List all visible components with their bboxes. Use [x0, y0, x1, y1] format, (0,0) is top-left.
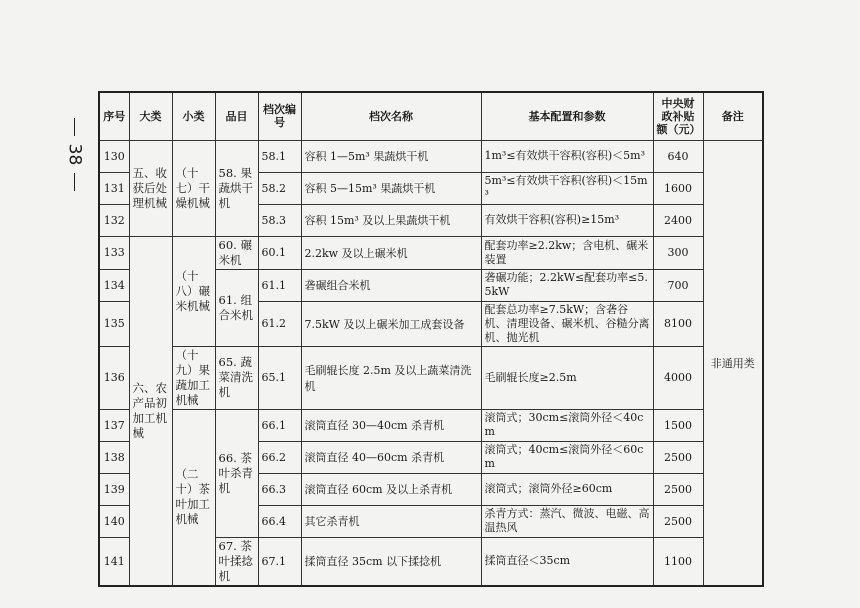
- grade-name-cell: 滚筒直径 30—40cm 杀青机: [301, 409, 481, 441]
- grade-name-cell: 容积 5—15m³ 果蔬烘干机: [301, 172, 481, 204]
- seq-cell: 130: [99, 140, 129, 172]
- grade-name-cell: 砻碾组合米机: [301, 269, 481, 301]
- grade-code-cell: 58.2: [258, 172, 301, 204]
- config-cell: 有效烘干容积(容积)≥15m³: [481, 204, 653, 236]
- header-row: [99, 92, 763, 140]
- header-seq: 序号: [99, 92, 129, 140]
- grade-code-cell: 65.1: [258, 346, 301, 409]
- seq-cell: 132: [99, 204, 129, 236]
- category-cell: 六、农产品初加工机械: [129, 236, 172, 586]
- grade-name-cell: 滚筒直径 40—60cm 杀青机: [301, 441, 481, 473]
- grade-code-cell: 58.3: [258, 204, 301, 236]
- subsidy-cell: 700: [653, 269, 703, 301]
- grade-code-cell: 61.2: [258, 301, 301, 346]
- seq-cell: 133: [99, 236, 129, 269]
- page-number: 38: [62, 118, 86, 191]
- subsidy-cell: 2500: [653, 473, 703, 505]
- config-cell: 1m³≤有效烘干容积(容积)＜5m³: [481, 140, 653, 172]
- subsidy-cell: 1600: [653, 172, 703, 204]
- seq-cell: 141: [99, 537, 129, 586]
- category-cell: 五、收获后处理机械: [129, 140, 172, 236]
- seq-cell: 140: [99, 505, 129, 537]
- subsidy-cell: 1500: [653, 409, 703, 441]
- item-cell: 58. 果蔬烘干机: [215, 140, 258, 236]
- table-row: [99, 236, 763, 269]
- config-cell: 滚筒式；40cm≤滚筒外径＜60cm: [481, 441, 653, 473]
- config-cell: 滚筒式；30cm≤滚筒外径＜40cm: [481, 409, 653, 441]
- subsidy-table: [98, 91, 764, 587]
- seq-cell: 136: [99, 346, 129, 409]
- subsidy-cell: 8100: [653, 301, 703, 346]
- item-cell: 60. 碾米机: [215, 236, 258, 269]
- seq-cell: 137: [99, 409, 129, 441]
- grade-name-cell: 容积 15m³ 及以上果蔬烘干机: [301, 204, 481, 236]
- header-category: 大类: [129, 92, 172, 140]
- config-cell: 5m³≤有效烘干容积(容积)＜15m³: [481, 172, 653, 204]
- header-remark: 备注: [703, 92, 763, 140]
- subcategory-cell: （二十）茶叶加工机械: [172, 409, 215, 586]
- grade-code-cell: 61.1: [258, 269, 301, 301]
- config-cell: 配套总功率≥7.5kW；含砻谷机、清理设备、碾米机、谷糙分离机、抛光机: [481, 301, 653, 346]
- grade-code-cell: 58.1: [258, 140, 301, 172]
- remark-cell: 非通用类: [703, 140, 763, 586]
- grade-code-cell: 67.1: [258, 537, 301, 586]
- grade-name-cell: 毛刷辊长度 2.5m 及以上蔬菜清洗机: [301, 346, 481, 409]
- seq-cell: 139: [99, 473, 129, 505]
- header-subsidy: 中央财政补贴额（元）: [653, 92, 703, 140]
- config-cell: 滚筒式；滚筒外径≥60cm: [481, 473, 653, 505]
- grade-name-cell: 滚筒直径 60cm 及以上杀青机: [301, 473, 481, 505]
- header-subcategory: 小类: [172, 92, 215, 140]
- subsidy-cell: 1100: [653, 537, 703, 586]
- table-row: [99, 346, 763, 409]
- grade-code-cell: 66.3: [258, 473, 301, 505]
- seq-cell: 134: [99, 269, 129, 301]
- seq-cell: 131: [99, 172, 129, 204]
- header-grade-name: 档次名称: [301, 92, 481, 140]
- header-item: 品目: [215, 92, 258, 140]
- subsidy-cell: 2400: [653, 204, 703, 236]
- item-cell: 67. 茶叶揉捻机: [215, 537, 258, 586]
- grade-code-cell: 66.4: [258, 505, 301, 537]
- item-cell: 65. 蔬菜清洗机: [215, 346, 258, 409]
- config-cell: 砻碾功能；2.2kW≤配套功率≤5.5kW: [481, 269, 653, 301]
- table-row: [99, 409, 763, 441]
- grade-name-cell: 2.2kw 及以上碾米机: [301, 236, 481, 269]
- grade-code-cell: 66.1: [258, 409, 301, 441]
- grade-name-cell: 容积 1—5m³ 果蔬烘干机: [301, 140, 481, 172]
- config-cell: 杀青方式：蒸汽、微波、电磁、高温热风: [481, 505, 653, 537]
- subsidy-cell: 300: [653, 236, 703, 269]
- config-cell: 揉筒直径＜35cm: [481, 537, 653, 586]
- grade-code-cell: 66.2: [258, 441, 301, 473]
- subcategory-cell: （十八）碾米机械: [172, 236, 215, 346]
- seq-cell: 135: [99, 301, 129, 346]
- grade-code-cell: 60.1: [258, 236, 301, 269]
- item-cell: 61. 组合米机: [215, 269, 258, 346]
- header-grade-code: 档次编号: [258, 92, 301, 140]
- table-row: [99, 140, 763, 172]
- header-config: 基本配置和参数: [481, 92, 653, 140]
- grade-name-cell: 揉筒直径 35cm 以下揉捻机: [301, 537, 481, 586]
- config-cell: 毛刷辊长度≥2.5m: [481, 346, 653, 409]
- subsidy-cell: 640: [653, 140, 703, 172]
- grade-name-cell: 其它杀青机: [301, 505, 481, 537]
- seq-cell: 138: [99, 441, 129, 473]
- subcategory-cell: （十九）果蔬加工机械: [172, 346, 215, 409]
- config-cell: 配套功率≥2.2kw；含电机、碾米装置: [481, 236, 653, 269]
- grade-name-cell: 7.5kW 及以上碾米加工成套设备: [301, 301, 481, 346]
- subsidy-cell: 4000: [653, 346, 703, 409]
- subsidy-cell: 2500: [653, 505, 703, 537]
- item-cell: 66. 茶叶杀青机: [215, 409, 258, 537]
- subsidy-cell: 2500: [653, 441, 703, 473]
- subcategory-cell: （十七）干燥机械: [172, 140, 215, 236]
